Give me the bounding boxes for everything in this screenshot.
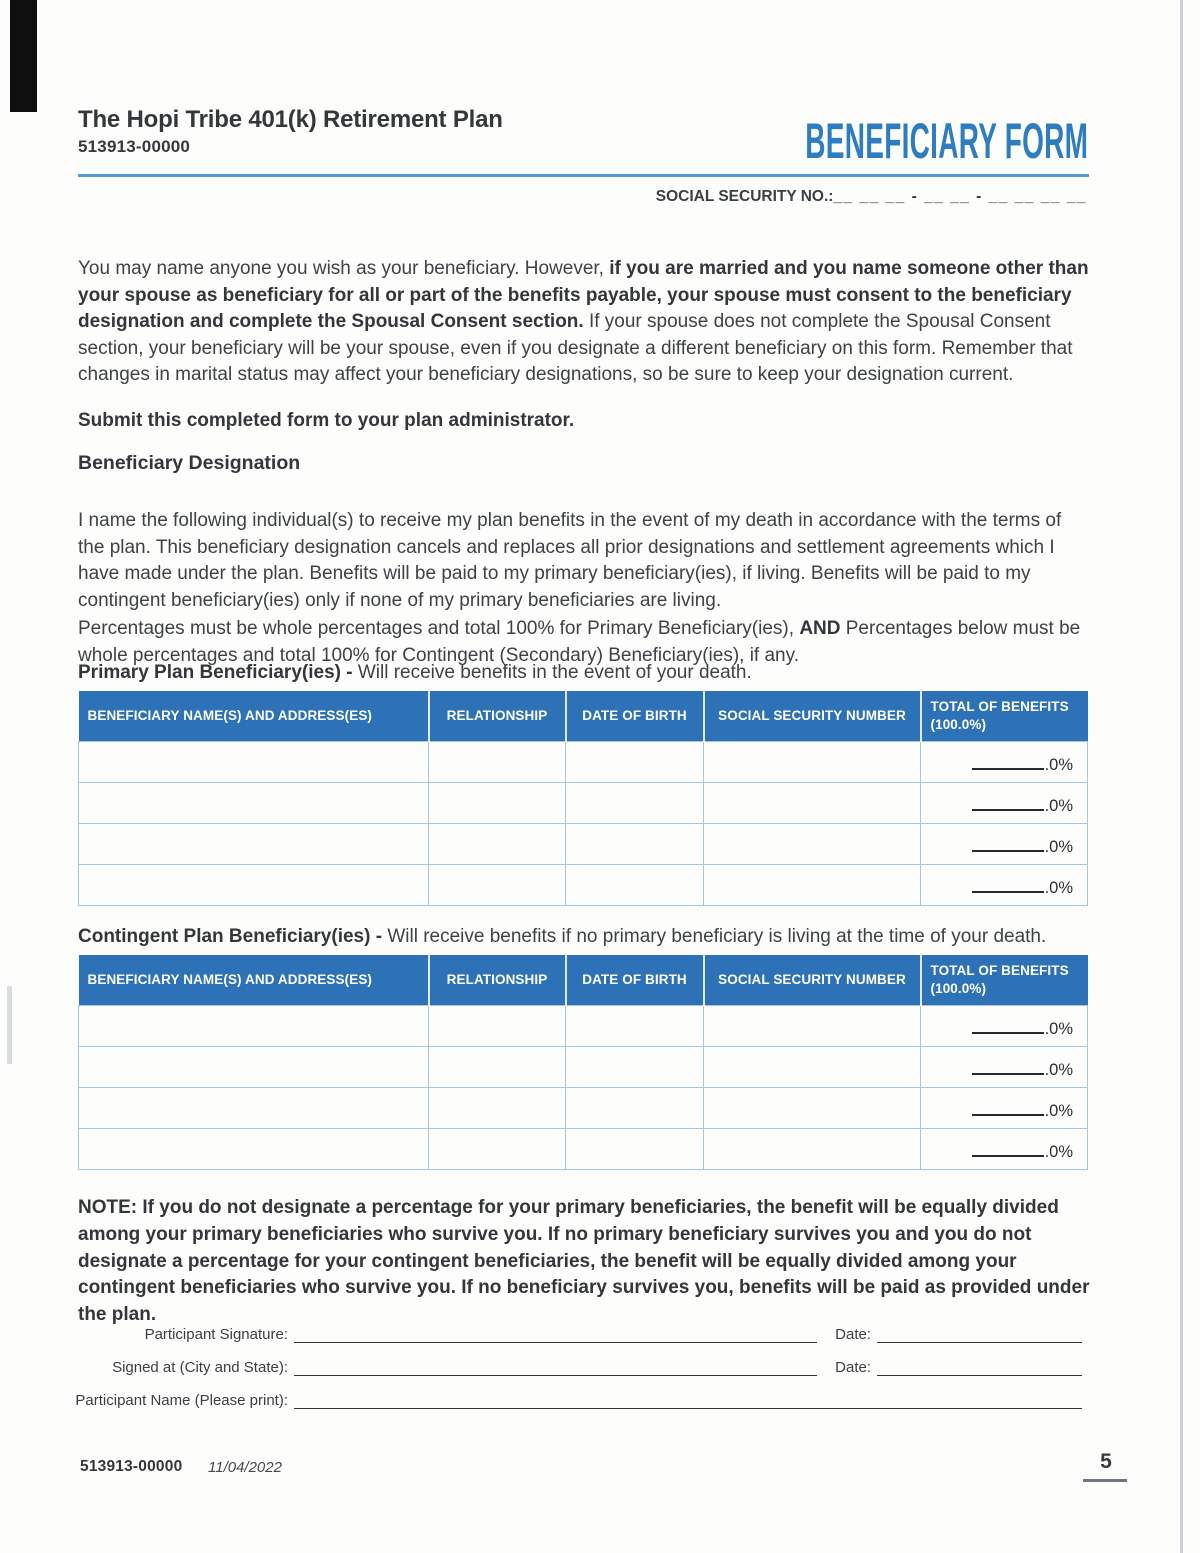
table-row: [79, 1046, 1088, 1087]
column-header: BENEFICIARY NAME(S) AND ADDRESS(ES): [79, 691, 429, 741]
cell-ssn[interactable]: [704, 823, 921, 864]
cell-date-of-birth[interactable]: [566, 864, 704, 905]
cell-percent[interactable]: [921, 782, 1088, 823]
signed-at-label: Signed at (City and State):: [112, 1359, 288, 1376]
cell-relationship[interactable]: [429, 864, 566, 905]
contingent-table-heading: [78, 926, 1046, 948]
cell-percent[interactable]: [921, 1128, 1088, 1169]
cell-name[interactable]: [79, 1046, 429, 1087]
signed-at-row: [60, 1343, 1082, 1376]
cell-ssn[interactable]: [704, 1046, 921, 1087]
table-row: [79, 782, 1088, 823]
note-paragraph: NOTE: If you do not designate a percentage for your primary beneficiaries, the benefit will be equally divided among your primary beneficiaries who survive you. If no primary beneficiary survives you and you do not designate a percentage for your contingent beneficiaries, the benefit will be equally divided among your contingent beneficiaries who survive you. If no beneficiary survives you, benefits will be paid as provided under the plan.: [78, 1197, 1090, 1326]
cell-relationship[interactable]: [429, 741, 566, 782]
scan-artifact-right-line: [1180, 0, 1183, 1553]
cell-percent[interactable]: [921, 1087, 1088, 1128]
cell-percent[interactable]: [921, 864, 1088, 905]
column-header: RELATIONSHIP: [429, 955, 566, 1005]
header-divider: [78, 174, 1089, 177]
text-run: You may name anyone you wish as your beneficiary. However,: [78, 258, 610, 279]
percent-blank-line[interactable]: [972, 1061, 1044, 1075]
plan-name: The Hopi Tribe 401(k) Retirement Plan: [78, 106, 503, 133]
cell-date-of-birth[interactable]: [566, 1128, 704, 1169]
percent-blank-line[interactable]: [972, 1102, 1044, 1116]
intro-paragraph: [78, 256, 1092, 389]
page-number-underline: [1083, 1479, 1127, 1482]
date-line[interactable]: [877, 1353, 1082, 1376]
percent-suffix: .0%: [1044, 1101, 1073, 1120]
cell-name[interactable]: [79, 741, 429, 782]
cell-percent[interactable]: [921, 823, 1088, 864]
column-header: RELATIONSHIP: [429, 691, 566, 741]
date-label: Date:: [835, 1359, 871, 1376]
column-header: DATE OF BIRTH: [566, 955, 704, 1005]
cell-ssn[interactable]: [704, 741, 921, 782]
percent-suffix: .0%: [1044, 837, 1073, 856]
column-header: SOCIAL SECURITY NUMBER: [704, 691, 921, 741]
text-run: AND: [799, 618, 841, 639]
cell-ssn[interactable]: [704, 1005, 921, 1046]
participant-signature-label: Participant Signature:: [144, 1326, 288, 1343]
contingent-heading-bold: Contingent Plan Beneficiary(ies) -: [78, 926, 388, 947]
ssn-label: SOCIAL SECURITY NO.:: [655, 188, 834, 205]
cell-relationship[interactable]: [429, 782, 566, 823]
cell-date-of-birth[interactable]: [566, 1087, 704, 1128]
cell-date-of-birth[interactable]: [566, 823, 704, 864]
cell-relationship[interactable]: [429, 1128, 566, 1169]
percent-suffix: .0%: [1044, 755, 1073, 774]
table-row: [79, 823, 1088, 864]
cell-relationship[interactable]: [429, 1046, 566, 1087]
percent-suffix: .0%: [1044, 1142, 1073, 1161]
participant-signature-line[interactable]: [294, 1320, 817, 1343]
percent-suffix: .0%: [1044, 1060, 1073, 1079]
cell-ssn[interactable]: [704, 1128, 921, 1169]
table-row: [79, 1128, 1088, 1169]
signature-block: [60, 1310, 1082, 1409]
cell-relationship[interactable]: [429, 823, 566, 864]
primary-beneficiary-table: [78, 691, 1088, 906]
cell-name[interactable]: [79, 1005, 429, 1046]
participant-signature-row: [60, 1310, 1082, 1343]
ssn-row: [656, 188, 1087, 206]
percent-blank-line[interactable]: [972, 1143, 1044, 1157]
section-heading-beneficiary-designation: Beneficiary Designation: [78, 452, 301, 474]
participant-name-label: Participant Name (Please print):: [75, 1392, 288, 1409]
footer-plan-number: 513913-00000: [80, 1458, 183, 1475]
footer-revision-date: 11/04/2022: [208, 1459, 282, 1476]
percent-blank-line[interactable]: [972, 1020, 1044, 1034]
date-line[interactable]: [877, 1320, 1082, 1343]
cell-percent[interactable]: [921, 1046, 1088, 1087]
scan-artifact-left-strip: [7, 986, 12, 1064]
table-row: [79, 864, 1088, 905]
participant-name-row: [60, 1376, 1082, 1409]
table-row: [79, 741, 1088, 782]
cell-ssn[interactable]: [704, 1087, 921, 1128]
cell-name[interactable]: [79, 1128, 429, 1169]
text-run: If your spouse does not complete the Spousal Consent section, your beneficiary will be your spouse, even if you designate a different beneficiary on this form. Remember that changes in marital status may affect your beneficiary designations, so be sure to keep your designation current.: [78, 311, 1073, 386]
signed-at-line[interactable]: [294, 1353, 817, 1376]
percent-suffix: .0%: [1044, 796, 1073, 815]
cell-date-of-birth[interactable]: [566, 1046, 704, 1087]
cell-name[interactable]: [79, 782, 429, 823]
text-run: Percentages below must be whole percentages and total 100% for Contingent (Secondary) Beneficiary(ies), if any.: [78, 618, 1081, 666]
text-run: Percentages must be whole percentages and total 100% for Primary Beneficiary(ies),: [78, 618, 800, 639]
cell-ssn[interactable]: [704, 782, 921, 823]
cell-percent[interactable]: [921, 741, 1088, 782]
scan-artifact-black-bar: [10, 0, 37, 112]
ssn-blank-field[interactable]: __ __ __ - __ __ - __ __ __ __: [833, 188, 1087, 205]
cell-date-of-birth[interactable]: [566, 741, 704, 782]
percent-blank-line[interactable]: [972, 797, 1044, 811]
participant-name-line[interactable]: [294, 1386, 1082, 1409]
contingent-beneficiary-table: [78, 955, 1088, 1170]
table-row: [79, 1005, 1088, 1046]
cell-percent[interactable]: [921, 1005, 1088, 1046]
primary-heading-desc: Will receive benefits in the event of your death.: [357, 662, 752, 683]
designation-paragraph: I name the following individual(s) to receive my plan benefits in the event of my death in accordance with the terms of the plan. This beneficiary designation cancels and replaces all prior designations and settlement agreements which I have made under the plan. Benefits will be paid to my primary beneficiary(ies), if living. Benefits will be paid to my contingent beneficiary(ies) only if none of my primary beneficiaries are living.: [78, 510, 1062, 611]
submit-instruction: Submit this completed form to your plan administrator.: [78, 410, 575, 431]
column-header: DATE OF BIRTH: [566, 691, 704, 741]
percent-suffix: .0%: [1044, 1019, 1073, 1038]
percent-blank-line[interactable]: [972, 838, 1044, 852]
contingent-heading-desc: Will receive benefits if no primary beneficiary is living at the time of your death.: [387, 926, 1047, 947]
form-title: BENEFICIARY FORM: [805, 113, 1088, 169]
percent-suffix: .0%: [1044, 878, 1073, 897]
cell-date-of-birth[interactable]: [566, 782, 704, 823]
cell-relationship[interactable]: [429, 1005, 566, 1046]
cell-name[interactable]: [79, 823, 429, 864]
cell-ssn[interactable]: [704, 864, 921, 905]
primary-table-heading: [78, 662, 752, 684]
cell-name[interactable]: [79, 864, 429, 905]
date-label: Date:: [835, 1326, 871, 1343]
cell-name[interactable]: [79, 1087, 429, 1128]
table-row: [79, 1087, 1088, 1128]
percent-blank-line[interactable]: [972, 879, 1044, 893]
text-run: if you are married and you name someone other than your spouse as beneficiary for all or part of the benefits payable, your spouse must consent to the beneficiary designation and complete the Spousal Consent section.: [78, 258, 1089, 333]
cell-relationship[interactable]: [429, 1087, 566, 1128]
column-header: TOTAL OF BENEFITS (100.0%): [921, 691, 1088, 741]
column-header: TOTAL OF BENEFITS (100.0%): [921, 955, 1088, 1005]
cell-date-of-birth[interactable]: [566, 1005, 704, 1046]
percent-blank-line[interactable]: [972, 756, 1044, 770]
page-number: 5: [1100, 1450, 1112, 1473]
column-header: BENEFICIARY NAME(S) AND ADDRESS(ES): [79, 955, 429, 1005]
primary-heading-bold: Primary Plan Beneficiary(ies) -: [78, 662, 358, 683]
column-header: SOCIAL SECURITY NUMBER: [704, 955, 921, 1005]
plan-number: 513913-00000: [78, 137, 191, 156]
